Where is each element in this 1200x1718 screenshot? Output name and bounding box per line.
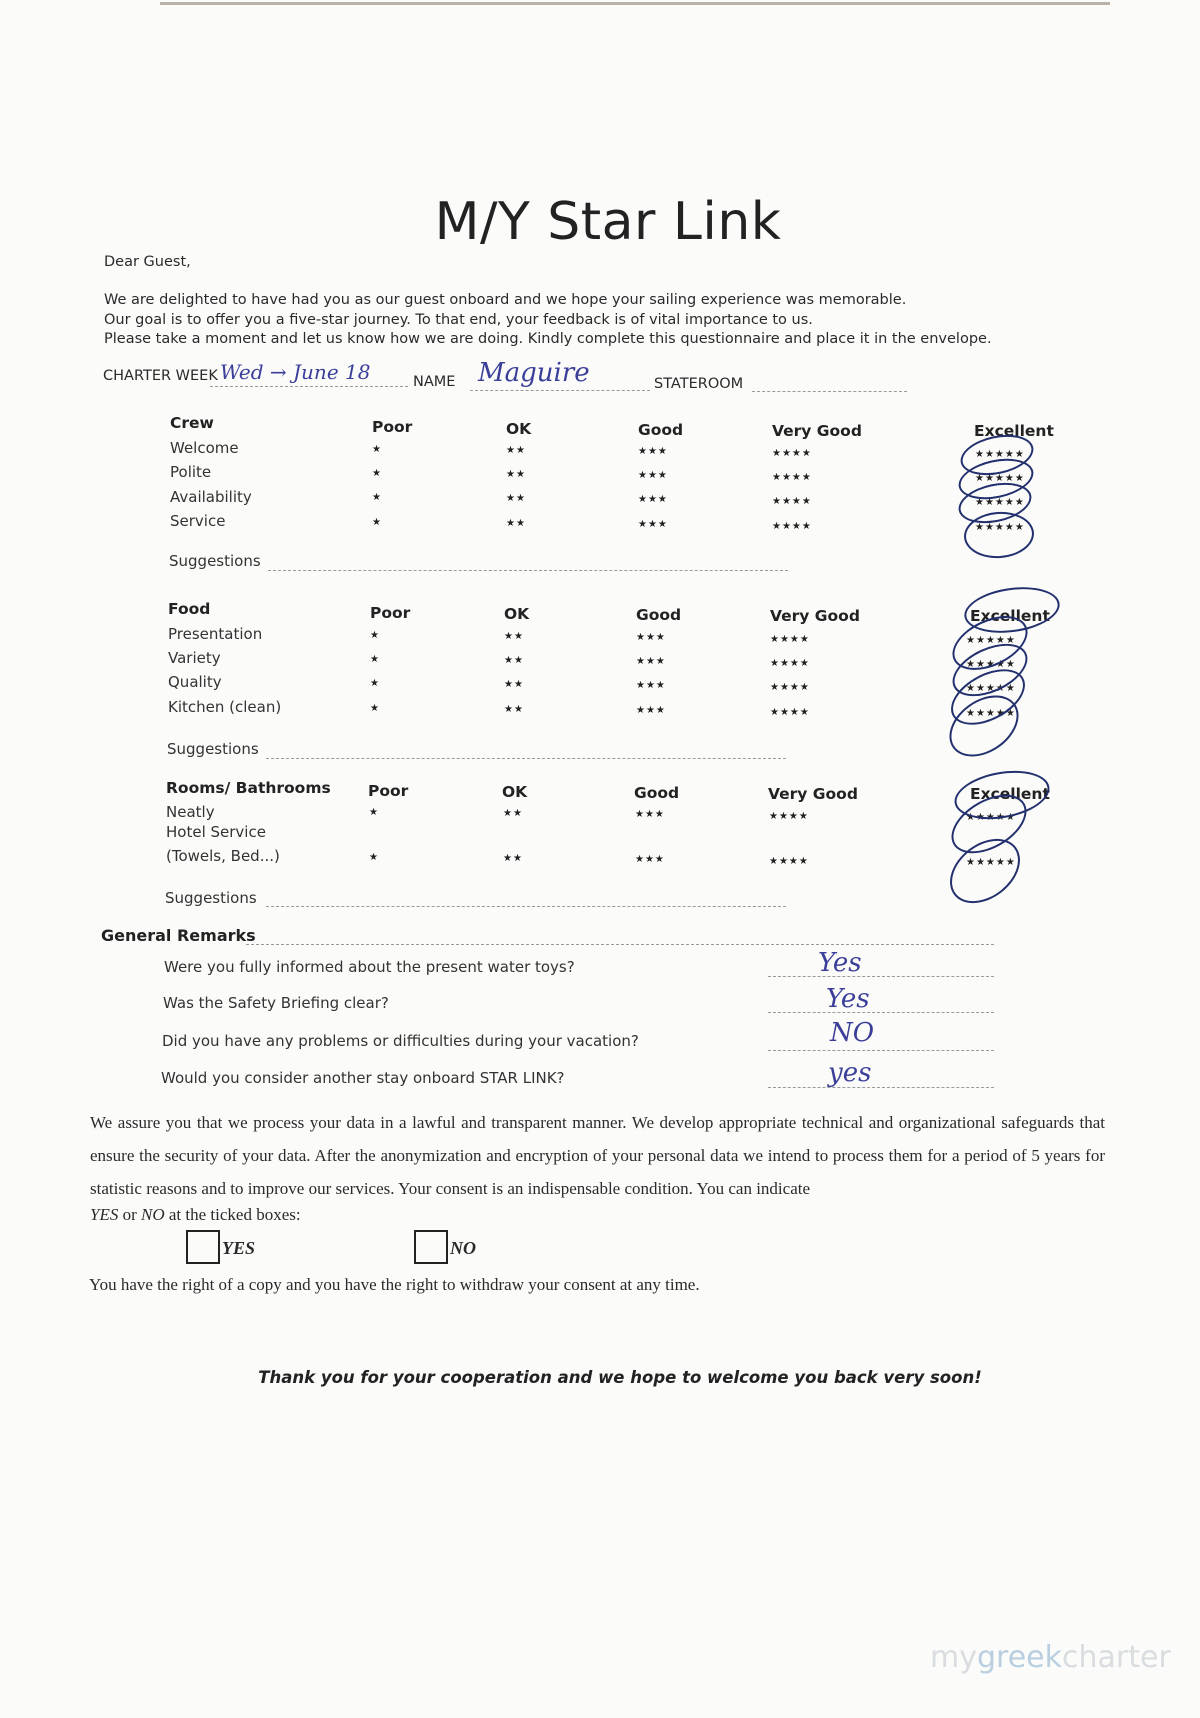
rating-header-ok: OK xyxy=(506,420,532,438)
rating-header-good: Good xyxy=(634,784,680,802)
star-excellent[interactable]: ★★★★★ xyxy=(966,857,1016,868)
star-ok[interactable]: ★★ xyxy=(506,469,526,480)
answer-problems[interactable]: NO xyxy=(830,1018,875,1048)
rooms-item-neatly: Neatly xyxy=(166,803,215,821)
star-excellent[interactable]: ★★★★★ xyxy=(966,708,1016,719)
withdraw-consent-note: You have the right of a copy and you have the right to withdraw your consent at any time. xyxy=(89,1275,700,1294)
star-good[interactable]: ★★★ xyxy=(636,632,666,643)
star-very-good[interactable]: ★★★★ xyxy=(772,448,812,459)
charter-week-label: CHARTER WEEK xyxy=(103,368,218,384)
star-excellent[interactable]: ★★★★★ xyxy=(975,449,1025,460)
star-good[interactable]: ★★★ xyxy=(636,705,666,716)
question-safety-briefing: Was the Safety Briefing clear? xyxy=(163,994,389,1012)
crew-item-polite: Polite xyxy=(170,463,212,481)
star-excellent[interactable]: ★★★★★ xyxy=(975,522,1025,533)
star-very-good[interactable]: ★★★★ xyxy=(770,634,810,645)
answer-line[interactable] xyxy=(768,1050,994,1051)
consent-no-word: NO xyxy=(141,1205,165,1224)
star-poor[interactable]: ★ xyxy=(372,444,382,455)
rooms-suggestions-line[interactable] xyxy=(266,906,786,907)
star-poor[interactable]: ★ xyxy=(372,492,382,503)
answer-line[interactable] xyxy=(768,1087,994,1088)
answer-another-stay[interactable]: yes xyxy=(828,1058,872,1088)
food-suggestions-line[interactable] xyxy=(266,758,786,759)
star-poor[interactable]: ★ xyxy=(370,678,380,689)
food-item-presentation: Presentation xyxy=(168,625,263,643)
answer-line[interactable] xyxy=(768,1012,994,1013)
star-ok[interactable]: ★★ xyxy=(504,655,524,666)
star-very-good[interactable]: ★★★★ xyxy=(772,472,812,483)
food-item-variety: Variety xyxy=(168,649,221,667)
data-consent-paragraph: We assure you that we process your data in a lawful and transparent manner. We develop appropriate technical and organizational safeguards that ensure the security of your data. After the anonymization and encryption of your personal data we intend to process them for a period of 5 years for statistic reasons and to improve our services. Your consent is an indispensable condition. You can indicate xyxy=(90,1113,1105,1198)
star-very-good[interactable]: ★★★★ xyxy=(772,496,812,507)
page-title: M/Y Star Link xyxy=(434,192,782,252)
general-remarks-line[interactable] xyxy=(246,944,994,945)
consent-instruction-tail: at the ticked boxes: xyxy=(168,1205,301,1224)
consent-or: or xyxy=(122,1205,137,1224)
rooms-item-towels-bed: (Towels, Bed...) xyxy=(166,847,280,865)
section-food-title: Food xyxy=(168,600,211,618)
star-ok[interactable]: ★★ xyxy=(506,493,526,504)
star-ok[interactable]: ★★ xyxy=(504,679,524,690)
name-value[interactable]: Maguire xyxy=(478,358,590,388)
star-poor[interactable]: ★ xyxy=(372,468,382,479)
rating-header-poor: Poor xyxy=(370,604,411,622)
answer-line[interactable] xyxy=(768,976,994,977)
food-item-kitchen: Kitchen (clean) xyxy=(168,698,282,716)
star-excellent[interactable]: ★★★★★ xyxy=(966,635,1016,646)
consent-yes-checkbox[interactable] xyxy=(186,1230,220,1264)
watermark-logo: mygreekcharter xyxy=(930,1640,1171,1675)
intro-line-1: We are delighted to have had you as our guest onboard and we hope your sailing experience was memorable. xyxy=(104,292,907,308)
rating-header-excellent: Excellent xyxy=(974,422,1054,440)
crew-item-service: Service xyxy=(170,512,226,530)
food-item-quality: Quality xyxy=(168,673,222,691)
star-very-good[interactable]: ★★★★ xyxy=(769,811,809,822)
intro-line-2: Our goal is to offer you a five-star journey. To that end, your feedback is of vital importance to us. xyxy=(104,312,813,328)
stateroom-line[interactable] xyxy=(752,391,907,392)
consent-instruction xyxy=(90,1205,301,1225)
rating-header-very-good: Very Good xyxy=(772,422,862,440)
charter-week-line xyxy=(210,386,408,387)
rating-header-good: Good xyxy=(636,606,682,624)
star-good[interactable]: ★★★ xyxy=(635,854,665,865)
top-edge-line xyxy=(160,2,1110,5)
star-excellent[interactable]: ★★★★★ xyxy=(975,497,1025,508)
question-another-stay: Would you consider another stay onboard STAR LINK? xyxy=(161,1069,565,1087)
star-poor[interactable]: ★ xyxy=(369,852,379,863)
star-good[interactable]: ★★★ xyxy=(636,656,666,667)
star-good[interactable]: ★★★ xyxy=(638,494,668,505)
star-poor[interactable]: ★ xyxy=(369,807,379,818)
consent-yes-label: YES xyxy=(222,1238,256,1258)
star-good[interactable]: ★★★ xyxy=(638,470,668,481)
thank-you-note: Thank you for your cooperation and we hope to welcome you back very soon! xyxy=(258,1368,982,1387)
rating-header-excellent: Excellent xyxy=(970,607,1050,625)
general-remarks-title: General Remarks xyxy=(101,926,256,945)
intro-line-3: Please take a moment and let us know how we are doing. Kindly complete this questionnaire and place it in the envelope. xyxy=(104,331,992,347)
consent-yes-word: YES xyxy=(90,1205,119,1224)
name-label: NAME xyxy=(413,374,456,390)
star-very-good[interactable]: ★★★★ xyxy=(769,856,809,867)
star-ok[interactable]: ★★ xyxy=(504,631,524,642)
star-excellent[interactable]: ★★★★★ xyxy=(966,659,1016,670)
crew-suggestions-label: Suggestions xyxy=(169,552,261,570)
crew-item-availability: Availability xyxy=(170,488,252,506)
consent-no-checkbox[interactable] xyxy=(414,1230,448,1264)
star-good[interactable]: ★★★ xyxy=(636,680,666,691)
star-poor[interactable]: ★ xyxy=(370,703,380,714)
rooms-suggestions-label: Suggestions xyxy=(165,889,257,907)
rating-header-ok: OK xyxy=(502,783,528,801)
star-very-good[interactable]: ★★★★ xyxy=(772,521,812,532)
star-very-good[interactable]: ★★★★ xyxy=(770,682,810,693)
question-problems: Did you have any problems or difficulties during your vacation? xyxy=(162,1032,639,1050)
star-poor[interactable]: ★ xyxy=(370,630,380,641)
crew-suggestions-line[interactable] xyxy=(268,570,788,571)
star-ok[interactable]: ★★ xyxy=(506,445,526,456)
rating-header-very-good: Very Good xyxy=(768,785,858,803)
star-ok[interactable]: ★★ xyxy=(506,518,526,529)
food-suggestions-label: Suggestions xyxy=(167,740,259,758)
consent-no-label: NO xyxy=(450,1238,476,1258)
star-ok[interactable]: ★★ xyxy=(503,853,523,864)
question-water-toys: Were you fully informed about the present water toys? xyxy=(164,958,575,976)
crew-item-welcome: Welcome xyxy=(170,439,239,457)
star-excellent[interactable]: ★★★★★ xyxy=(966,812,1016,823)
rating-header-poor: Poor xyxy=(368,782,409,800)
star-poor[interactable]: ★ xyxy=(370,654,380,665)
star-ok[interactable]: ★★ xyxy=(504,704,524,715)
star-excellent[interactable]: ★★★★★ xyxy=(975,473,1025,484)
greeting: Dear Guest, xyxy=(104,254,191,270)
rating-header-ok: OK xyxy=(504,605,530,623)
rating-header-very-good: Very Good xyxy=(770,607,860,625)
section-rooms-title: Rooms/ Bathrooms xyxy=(166,779,331,797)
star-good[interactable]: ★★★ xyxy=(638,519,668,530)
rating-header-good: Good xyxy=(638,421,684,439)
star-very-good[interactable]: ★★★★ xyxy=(770,707,810,718)
star-ok[interactable]: ★★ xyxy=(503,808,523,819)
answer-water-toys[interactable]: Yes xyxy=(818,948,862,978)
rating-header-excellent: Excellent xyxy=(970,785,1050,803)
star-poor[interactable]: ★ xyxy=(372,517,382,528)
star-excellent[interactable]: ★★★★★ xyxy=(966,683,1016,694)
star-very-good[interactable]: ★★★★ xyxy=(770,658,810,669)
star-good[interactable]: ★★★ xyxy=(635,809,665,820)
stateroom-label: STATEROOM xyxy=(654,376,744,392)
section-crew-title: Crew xyxy=(170,414,214,432)
star-good[interactable]: ★★★ xyxy=(638,446,668,457)
rooms-item-hotel-service: Hotel Service xyxy=(166,823,266,841)
rating-header-poor: Poor xyxy=(372,418,413,436)
charter-week-value[interactable]: Wed → June 18 xyxy=(220,360,371,384)
answer-safety-briefing[interactable]: Yes xyxy=(826,984,870,1014)
name-line xyxy=(470,390,650,391)
